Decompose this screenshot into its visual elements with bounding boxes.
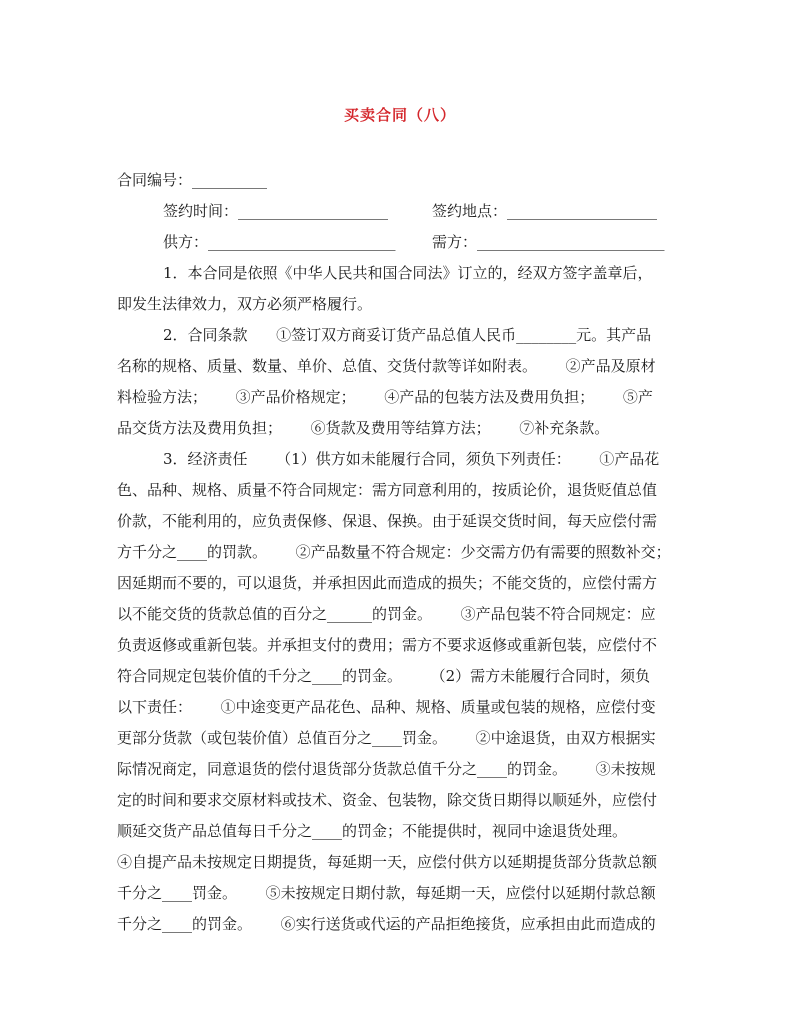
document-title: 买卖合同（八） xyxy=(343,106,456,124)
signing-time: 签约时间：____________________ xyxy=(163,202,389,220)
body-line: 即发生法律效力，双方必须严格履行。 xyxy=(117,295,373,313)
buyer-party: 需方：_________________________ xyxy=(432,233,665,251)
contract-number: 合同编号：__________ xyxy=(117,171,268,189)
body-line: 顺延交货产品总值每日千分之____的罚金；不能提供时，视同中途退货处理。 xyxy=(117,822,628,840)
body-line: 更部分货款（或包装价值）总值百分之____罚金。 ②中途退货，由双方根据实 xyxy=(117,729,656,747)
body-line: 方千分之____的罚款。 ②产品数量不符合规定：少交需方仍有需要的照数补交； xyxy=(117,543,671,561)
signing-place: 签约地点：____________________ xyxy=(432,202,658,220)
body-line: 千分之____的罚金。 ⑥实行送货或代运的产品拒绝接货，应承担由此而造成的 xyxy=(117,915,656,933)
body-line: 2．合同条款 ①签订双方商妥订货产品总值人民币________元。其产品 xyxy=(163,326,652,344)
body-line: 定的时间和要求交原材料或技术、资金、包装物，除交货日期得以顺延外，应偿付 xyxy=(117,791,658,809)
body-line: 负责返修或重新包装。并承担支付的费用；需方不要求返修或重新包装，应偿付不 xyxy=(117,636,658,654)
body-line: 因延期而不要的，可以退货，并承担因此而造成的损失；不能交货的，应偿付需方 xyxy=(117,574,658,592)
body-line: 符合同规定包装价值的千分之____的罚金。 （2）需方未能履行合同时，须负 xyxy=(117,667,651,685)
body-line: ④自提产品未按规定日期提货，每延期一天，应偿付供方以延期提货部分货款总额 xyxy=(117,853,658,871)
body-line: 3．经济责任 （1）供方如未能履行合同，须负下列责任： ①产品花 xyxy=(163,450,660,468)
body-line: 品交货方法及费用负担； ⑥货款及费用等结算方法； ⑦补充条款。 xyxy=(117,419,610,437)
body-line: 名称的规格、质量、数量、单价、总值、交货付款等详如附表。 ②产品及原材 xyxy=(117,357,656,375)
body-line: 料检验方法； ③产品价格规定； ④产品的包装方法及费用负担； ⑤产 xyxy=(117,388,653,406)
body-line: 色、品种、规格、质量不符合同规定：需方同意利用的，按质论价，退货贬值总值 xyxy=(117,481,658,499)
body-line: 千分之____罚金。 ⑤未按规定日期付款，每延期一天，应偿付以延期付款总额 xyxy=(117,884,656,902)
supplier-party: 供方：_________________________ xyxy=(163,233,396,251)
body-line: 1．本合同是依照《中华人民共和国合同法》订立的，经双方签字盖章后， xyxy=(163,264,653,282)
body-line: 价款，不能利用的，应负责保修、保退、保换。由于延误交货时间，每天应偿付需 xyxy=(117,512,658,530)
body-line: 以不能交货的货款总值的百分之______的罚金。 ③产品包装不符合同规定：应 xyxy=(117,605,656,623)
body-line: 以下责任： ①中途变更产品花色、品种、规格、质量或包装的规格，应偿付变 xyxy=(117,698,656,716)
body-line: 际情况商定，同意退货的偿付退货部分货款总值千分之____的罚金。 ③未按规 xyxy=(117,760,656,778)
